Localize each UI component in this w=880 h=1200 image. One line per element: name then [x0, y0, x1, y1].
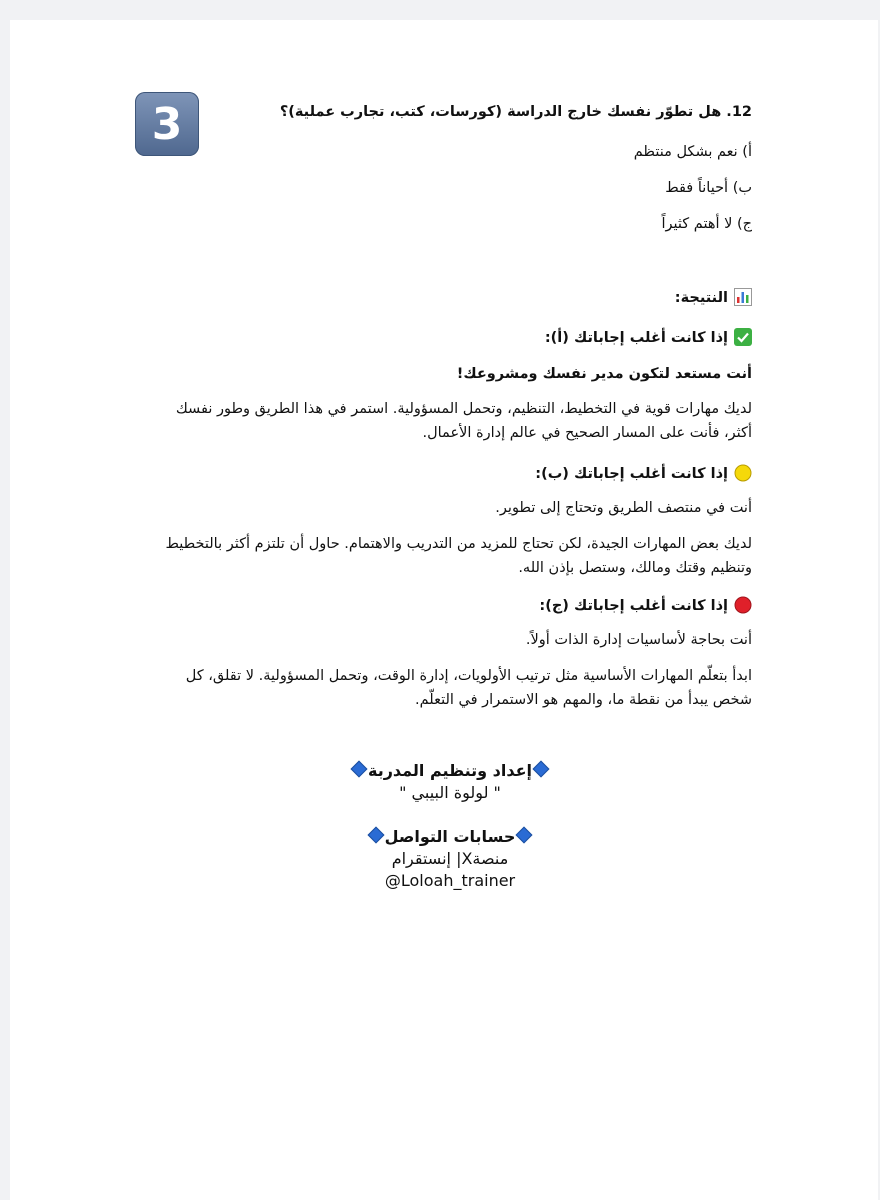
section-b-heading-text: إذا كانت أغلب إجاباتك (ب): [535, 466, 728, 482]
section-c-heading-text: إذا كانت أغلب إجاباتك (ج): [539, 598, 728, 614]
prepared-heading: إعداد وتنظيم المدربة [330, 760, 570, 782]
social-handle: @Loloah_trainer [384, 871, 516, 890]
section-a-detail: لديك مهارات قوية في التخطيط، التنظيم، وتحمل المسؤولية. استمر في هذا الطريق وطور نفسك أكثر، فأنت على المسار الصحيح في عالم إدارة الأعمال. [175, 401, 752, 441]
contact-heading: حسابات التواصل [330, 826, 570, 848]
option-c: ج) لا أهتم كثيراً [661, 216, 752, 232]
section-c-summary: أنت بحاجة لأساسيات إدارة الذات أولاً. [525, 632, 752, 648]
result-title-text: النتيجة: [674, 290, 728, 306]
blue-diamond-icon [533, 761, 550, 778]
option-a: أ) نعم بشكل منتظم [633, 144, 752, 160]
document-page [10, 20, 878, 1200]
section-c-heading [539, 596, 752, 618]
section-b-heading [535, 464, 752, 486]
section-number-badge [135, 92, 199, 156]
badge-number: 3 [151, 98, 183, 150]
bar-chart-icon [734, 288, 752, 310]
blue-diamond-icon [516, 827, 533, 844]
result-title [675, 288, 752, 310]
section-c-detail: ابدأ بتعلّم المهارات الأساسية مثل ترتيب الأولويات، إدارة الوقت، وتحمل المسؤولية. لا تقلق، كل شخص يبدأ من نقطة ما، والمهم هو الاستمرار في التعلّم. [185, 668, 752, 708]
contact-platforms: منصةX| إنستقرام [391, 849, 509, 868]
blue-diamond-icon [350, 761, 367, 778]
question-text: 12. هل تطوّر نفسك خارج الدراسة (كورسات، كتب، تجارب عملية)؟ [279, 104, 752, 120]
check-box-icon [734, 328, 752, 350]
trainer-name: " لولوة البيبي " [399, 783, 501, 802]
footer-credits [330, 760, 570, 892]
blue-diamond-icon [367, 827, 384, 844]
section-b-summary: أنت في منتصف الطريق وتحتاج إلى تطوير. [495, 500, 752, 516]
section-a-heading [545, 328, 752, 350]
red-circle-icon [734, 596, 752, 618]
option-b: ب) أحياناً فقط [665, 180, 752, 196]
section-a-summary: أنت مستعد لتكون مدير نفسك ومشروعك! [456, 366, 752, 382]
section-a-heading-text: إذا كانت أغلب إجاباتك (أ): [544, 330, 728, 346]
yellow-circle-icon [734, 464, 752, 486]
section-b-detail: لديك بعض المهارات الجيدة، لكن تحتاج للمزيد من التدريب والاهتمام. حاول أن تلتزم أكثر بالتخطيط وتنظيم وقتك ومالك، وستصل بإذن الله. [165, 536, 752, 576]
